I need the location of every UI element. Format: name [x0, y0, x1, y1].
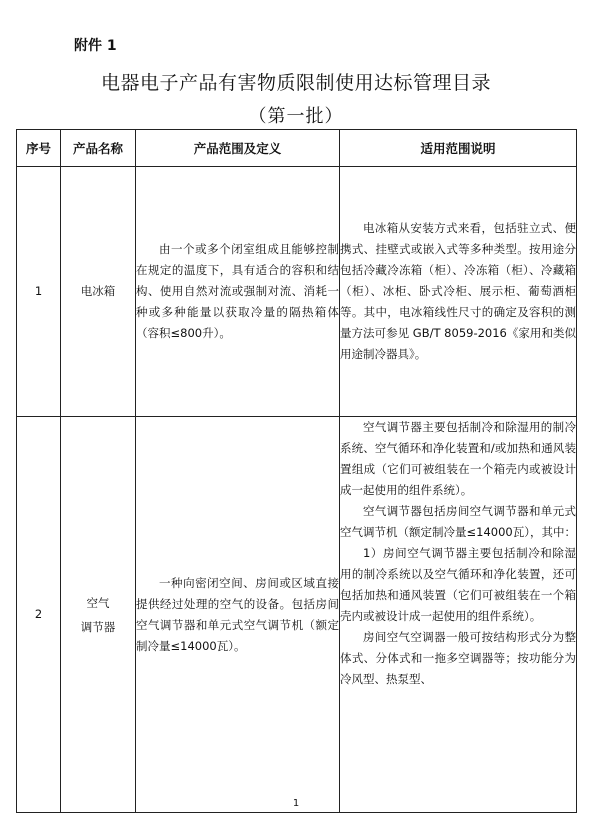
definition-text: 由一个或多个闭室组成且能够控制在规定的温度下，具有适合的容积和结构、使用自然对流或强制对流、消耗一种或多种能量以获取冷量的隔热箱体（容积≤800升）。: [136, 242, 339, 340]
column-header-definition: 产品范围及定义: [136, 130, 340, 167]
scope-paragraph: 空气调节器包括房间空气调节器和单元式空气调节机（额定制冷量≤14000瓦），其中：: [340, 504, 576, 539]
scope-description: [340, 417, 577, 813]
table-row: [17, 417, 577, 813]
product-name-line: 空气: [86, 595, 110, 610]
product-definition: [136, 167, 340, 417]
product-name: [61, 417, 136, 813]
table-row: [17, 167, 577, 417]
scope-paragraph: 1）房间空气调节器主要包括制冷和除湿用的制冷系统以及空气循环和净化装置，还可包括加热和通风装置（它们可被组装在一个箱壳内或被设计成一起使用的组件系统）。: [340, 546, 576, 623]
column-header-scope: 适用范围说明: [340, 130, 577, 167]
page-number: 1: [292, 798, 300, 809]
scope-paragraph: 空气调节器主要包括制冷和除湿用的制冷系统、空气循环和净化装置和/或加热和通风装置组成（它们可被组装在一个箱壳内或被设计成一起使用的组件系统）。: [340, 420, 576, 497]
scope-paragraph: 房间空气空调器一般可按结构形式分为整体式、分体式和一拖多空调器等；按功能分为冷风型、热泵型、: [340, 630, 576, 686]
definition-text: 一种向密闭空间、房间或区域直接提供经过处理的空气的设备。包括房间空气调节器和单元式空气调节机（额定制冷量≤14000瓦）。: [136, 575, 339, 653]
column-header-product-name: 产品名称: [61, 130, 136, 167]
row-number: 1: [17, 167, 61, 417]
attachment-label: 附件 1: [74, 38, 117, 54]
row-number: 2: [17, 417, 61, 813]
document-subtitle: （第一批）: [248, 106, 344, 127]
column-header-no: 序号: [17, 130, 61, 167]
product-definition: [136, 417, 340, 813]
scope-paragraph: 电冰箱从安装方式来看，包括驻立式、便携式、挂壁式或嵌入式等多种类型。按用途分包括冷藏冷冻箱（柜）、冷冻箱（柜）、冷藏箱（柜）、冰柜、卧式冷柜、展示柜、葡萄酒柜等。其中，电冰箱线性尺寸的确定及容积的测量方法可参见 GB/T 8059-2016《家用和类似用途制冷器具》。: [340, 221, 576, 361]
document-title: 电器电子产品有害物质限制使用达标管理目录: [100, 72, 491, 94]
product-name-line: 调节器: [80, 619, 116, 634]
scope-description: [340, 167, 577, 417]
product-name: 电冰箱: [61, 167, 136, 417]
catalog-table: [16, 129, 577, 813]
table-header-row: [17, 130, 577, 167]
